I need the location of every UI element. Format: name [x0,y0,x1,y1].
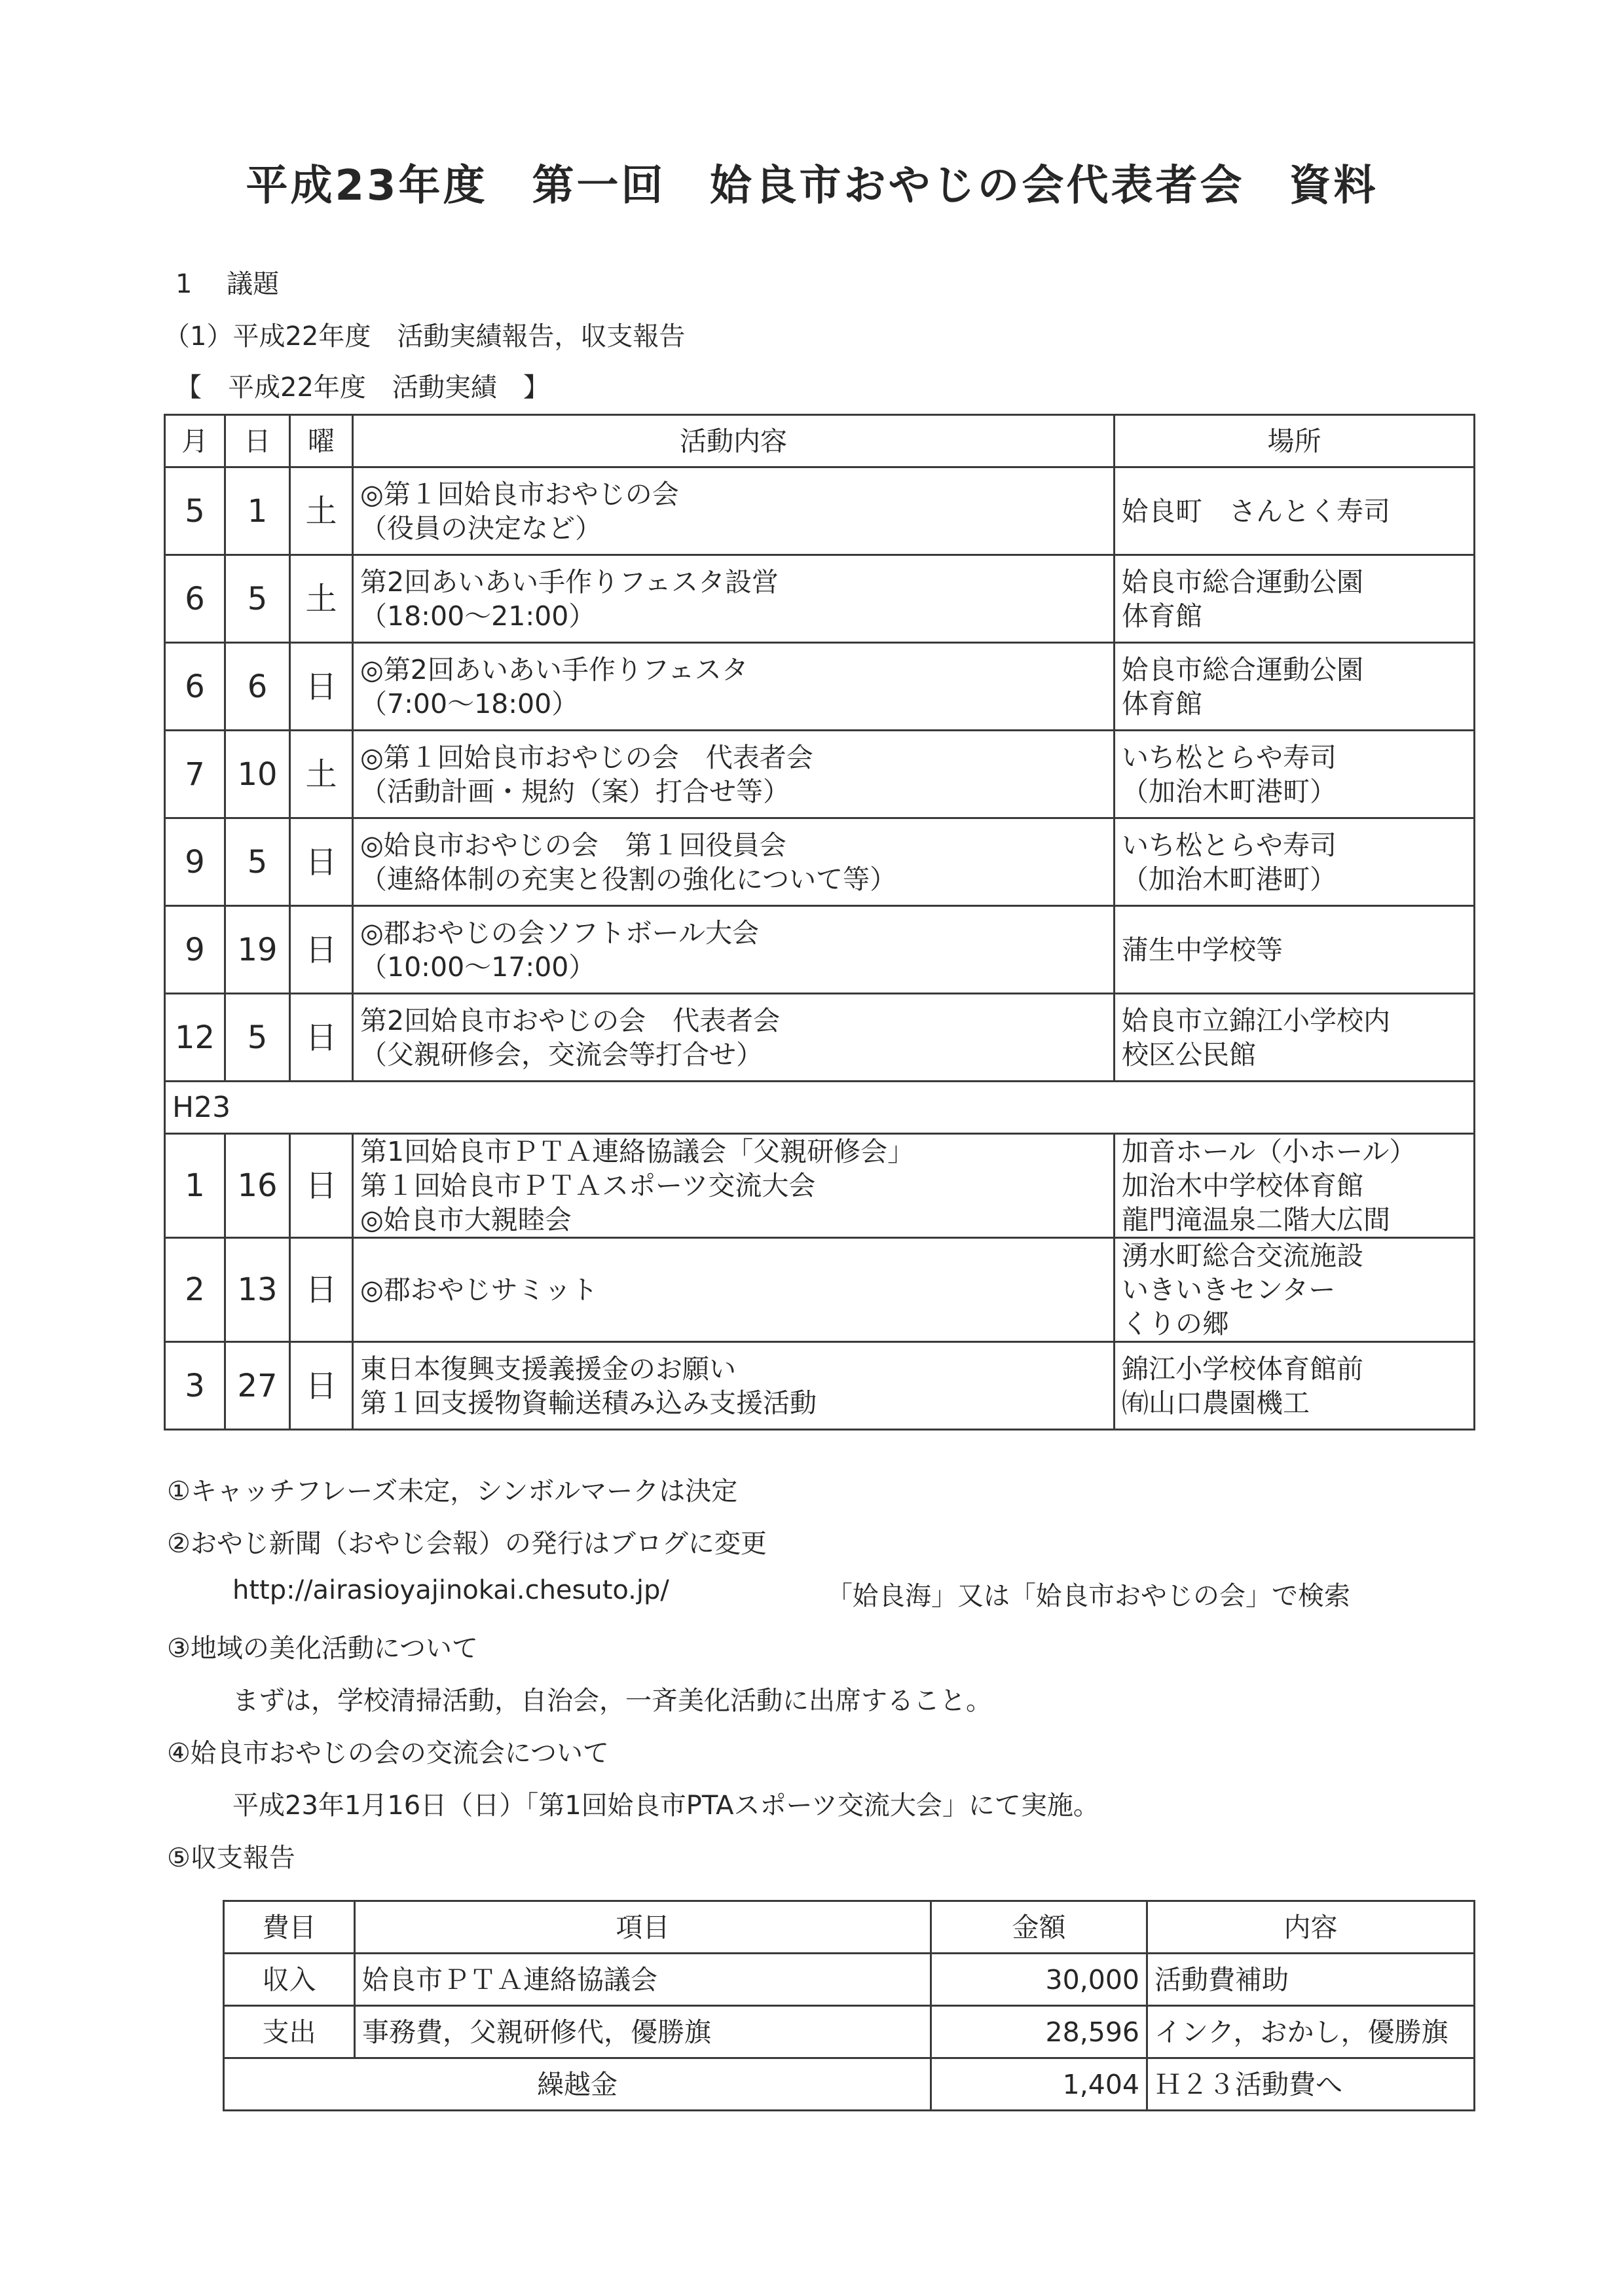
activity-day: 5 [225,818,290,906]
activity-content: ◎姶良市おやじの会 第１回役員会 （連絡体制の充実と役割の強化について等） [353,818,1115,906]
activity-place: いち松とらや寿司 （加治木町港町） [1115,731,1475,818]
activity-place: 姶良町 さんとく寿司 [1115,467,1475,555]
activity-day: 19 [225,906,290,994]
note-3: ③地域の美化活動について [167,1633,479,1664]
activity-weekday: 日 [290,1342,353,1430]
activity-place: 湧水町総合交流施設 いきいきセンター くりの郷 [1115,1238,1475,1342]
activity-month: 2 [165,1238,225,1342]
activity-weekday: 土 [290,555,353,643]
activity-weekday: 日 [290,643,353,731]
document-title: 平成23年度 第一回 姶良市おやじの会代表者会 資料 [246,162,1378,210]
finance-row [224,1954,1475,2006]
header-place: 場所 [1115,415,1475,467]
finance-row [224,2006,1475,2058]
finance-amount: 30,000 [931,1954,1147,2006]
activity-content: ◎郡おやじの会ソフトボール大会 （10:00～17:00） [353,906,1115,994]
activity-day: 27 [225,1342,290,1430]
finance-header-category: 費目 [224,1901,355,1954]
activity-row [165,467,1475,555]
note-1: ①キャッチフレーズ未定，シンボルマークは決定 [167,1476,738,1506]
activity-month: 5 [165,467,225,555]
activity-row [165,555,1475,643]
activity-day: 6 [225,643,290,731]
activity-day: 5 [225,555,290,643]
activity-place: 姶良市立錦江小学校内 校区公民館 [1115,994,1475,1082]
finance-header-note: 内容 [1147,1901,1475,1954]
finance-header-amount: 金額 [931,1901,1147,1954]
activity-content: 第2回あいあい手作りフェスタ設営 （18:00～21:00） [353,555,1115,643]
finance-amount: 28,596 [931,2006,1147,2058]
activity-row [165,643,1475,731]
activity-weekday: 土 [290,731,353,818]
activity-month: 6 [165,555,225,643]
activity-month: 9 [165,818,225,906]
note-4: ④姶良市おやじの会の交流会について [167,1738,610,1768]
activity-day: 5 [225,994,290,1082]
activity-content: ◎第2回あいあい手作りフェスタ （7:00～18:00） [353,643,1115,731]
blog-url-link[interactable]: http://airasioyajinokai.chesuto.jp/ [232,1575,669,1605]
note-4-body: 平成23年1月16日（日）「第1回姶良市PTAスポーツ交流大会」にて実施。 [232,1791,1099,1821]
activity-content: ◎第１回姶良市おやじの会 代表者会 （活動計画・規約（案）打合せ等） [353,731,1115,818]
finance-table [223,1900,1475,2111]
activity-day: 10 [225,731,290,818]
activity-table [164,414,1475,1430]
activity-place: 加音ホール（小ホール） 加治木中学校体育館 龍門滝温泉二階大広間 [1115,1134,1475,1238]
finance-carry-row [224,2058,1475,2111]
note-5: ⑤収支報告 [167,1843,295,1873]
activity-weekday: 土 [290,467,353,555]
activity-row [165,731,1475,818]
activity-weekday: 日 [290,1238,353,1342]
activity-content: ◎郡おやじサミット [353,1238,1115,1342]
search-hint: 「姶良海」又は「姶良市おやじの会」で検索 [826,1581,1350,1611]
finance-item: 事務費，父親研修代，優勝旗 [355,2006,931,2058]
activity-place: 蒲生中学校等 [1115,906,1475,994]
carry-note: Ｈ２３活動費へ [1147,2058,1475,2111]
year-divider-row [165,1082,1475,1134]
activity-place: 錦江小学校体育館前 ㈲山口農園機工 [1115,1342,1475,1430]
activity-row [165,994,1475,1082]
activity-day: 1 [225,467,290,555]
activity-month: 7 [165,731,225,818]
finance-header-row [224,1901,1475,1954]
carry-label: 繰越金 [224,2058,931,2111]
finance-header-item: 項目 [355,1901,931,1954]
carry-amount: 1,404 [931,2058,1147,2111]
finance-item: 姶良市ＰＴＡ連絡協議会 [355,1954,931,2006]
header-content: 活動内容 [353,415,1115,467]
activity-day: 13 [225,1238,290,1342]
activity-row [165,818,1475,906]
activity-month: 9 [165,906,225,994]
activity-row [165,1134,1475,1238]
activity-place: 姶良市総合運動公園 体育館 [1115,643,1475,731]
activity-header-row [165,415,1475,467]
activity-place: いち松とらや寿司 （加治木町港町） [1115,818,1475,906]
activity-row [165,906,1475,994]
activity-content: 第1回姶良市ＰＴＡ連絡協議会「父親研修会」 第１回姶良市ＰＴＡスポーツ交流大会 ◎姶良市大親睦会 [353,1134,1115,1238]
header-day: 日 [225,415,290,467]
activity-month: 12 [165,994,225,1082]
activity-month: 6 [165,643,225,731]
activity-weekday: 日 [290,994,353,1082]
agenda-subheading: （1）平成22年度 活動実績報告，収支報告 [164,321,686,352]
activity-weekday: 日 [290,1134,353,1238]
finance-note: インク，おかし，優勝旗 [1147,2006,1475,2058]
note-3-body: まずは，学校清掃活動，自治会，一斉美化活動に出席すること。 [232,1686,992,1716]
activity-row [165,1238,1475,1342]
activity-row [165,1342,1475,1430]
year-label: H23 [165,1082,1475,1134]
activity-month: 3 [165,1342,225,1430]
activity-day: 16 [225,1134,290,1238]
activity-content: ◎第１回姶良市おやじの会 （役員の決定など） [353,467,1115,555]
finance-category: 支出 [224,2006,355,2058]
note-2: ②おやじ新聞（おやじ会報）の発行はブログに変更 [167,1529,767,1559]
header-month: 月 [165,415,225,467]
activity-weekday: 日 [290,818,353,906]
activity-month: 1 [165,1134,225,1238]
activity-content: 東日本復興支援義援金のお願い 第１回支援物資輸送積み込み支援活動 [353,1342,1115,1430]
activity-place: 姶良市総合運動公園 体育館 [1115,555,1475,643]
activity-table-heading: 【 平成22年度 活動実績 】 [175,373,549,403]
header-weekday: 曜 [290,415,353,467]
activity-weekday: 日 [290,906,353,994]
agenda-heading: 1 議題 [175,269,280,299]
finance-category: 収入 [224,1954,355,2006]
activity-content: 第2回姶良市おやじの会 代表者会 （父親研修会，交流会等打合せ） [353,994,1115,1082]
finance-note: 活動費補助 [1147,1954,1475,2006]
